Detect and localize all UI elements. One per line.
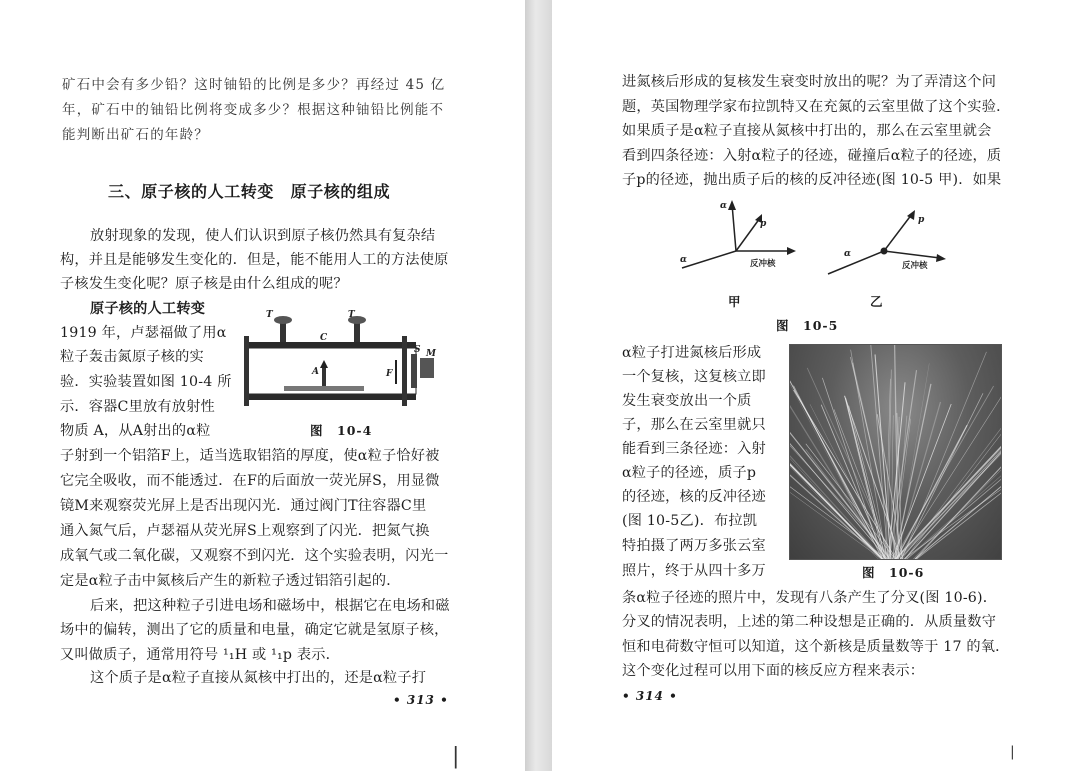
section-title: 三、原子核的人工转变 原子核的组成 <box>108 182 391 201</box>
left-flange <box>244 336 249 406</box>
label-alpha: α <box>680 255 687 265</box>
sub-caption-jia: 甲 <box>728 294 742 309</box>
figure-caption: 图 10-4 <box>310 423 373 438</box>
text-line: 定是α粒子击中氮核后产生的新粒子透过铝箔引起的． <box>60 573 401 589</box>
label-alpha-out: α <box>720 201 727 211</box>
text-line: 成氧气或二氧化碳，又观察不到闪光．这个实验表明，闪光一 <box>60 548 449 564</box>
label-m: M <box>426 349 436 359</box>
source-tray <box>284 386 364 391</box>
label-p: p <box>760 219 767 229</box>
label-recoil: 反冲核 <box>902 261 928 271</box>
text-line: 这个变化过程可以用下面的核反应方程来表示： <box>622 663 925 679</box>
text-line: 验．实验装置如图 10-4 所 <box>60 374 232 390</box>
text-line: 能判断出矿石的年龄？ <box>62 127 209 143</box>
figure-caption: 图 10-5 <box>776 318 839 333</box>
text-line: 矿石中会有多少铅？这时铀铅的比例是多少？再经过 45 亿 <box>62 77 446 93</box>
page-number: • 314 • <box>622 689 678 703</box>
text-line: 特拍摄了两万多张云室 <box>622 538 766 554</box>
text-line: 条α粒子径迹的照片中，发现有八条产生了分叉(图 10-6)． <box>622 590 998 606</box>
text-line: 镜M来观察荧光屏上是否出现闪光．通过阀门T往容器C里 <box>60 498 427 514</box>
figure-10-5-jia <box>672 196 822 276</box>
label-s: S <box>414 345 421 355</box>
particle-track <box>905 430 1001 559</box>
tube-top-wall <box>248 342 416 348</box>
figure-10-4-apparatus <box>236 302 446 417</box>
text-line: 的径迹，核的反冲径迹 <box>622 489 766 505</box>
text-line: 子核发生变化呢？原子核是由什么组成的呢？ <box>60 276 348 292</box>
tube-bottom-wall <box>248 394 416 400</box>
text-line: 又叫做质子，通常用符号 ¹₁H 或 ¹₁p 表示． <box>60 647 341 663</box>
cloud-chamber-tracks <box>790 345 1001 559</box>
valve-left-cap <box>274 316 292 324</box>
text-line: 年，矿石中的铀铅比例将变成多少？根据这种铀铅比例能不 <box>62 102 445 118</box>
valve-right-stem <box>354 322 360 342</box>
particle-track <box>794 390 903 559</box>
text-line: 子射到一个铝箔F上，适当选取铝箔的厚度，使α粒子恰好被 <box>60 448 440 464</box>
microscope-m <box>420 358 434 378</box>
text-line: 题，英国物理学家布拉凯特又在充氮的云室里做了这个实验． <box>622 99 1011 115</box>
text-line: 构，并且是能够发生变化的．但是，能不能用人工的方法使原 <box>60 252 449 268</box>
text-line: 粒子轰击氮原子核的实 <box>60 349 204 365</box>
text-line: α粒子打进氮核后形成 <box>622 345 762 361</box>
text-line: 能看到三条径迹：入射 <box>622 441 766 457</box>
text-line: 恒和电荷数守恒可以知道，这个新核是质量数等于 17 的氧． <box>622 639 1010 655</box>
text-line: 子，那么在云室里就只 <box>622 417 766 433</box>
subheading: 原子核的人工转变 <box>90 301 206 317</box>
text-line: 通入氮气后，卢瑟福从荧光屏S上观察到了闪光．把氮气换 <box>60 523 430 539</box>
text-line: 放射现象的发现，使人们认识到原子核仍然具有复杂结 <box>90 228 436 244</box>
source-a <box>320 360 328 368</box>
text-cursor-icon: | <box>1010 744 1015 760</box>
left-page <box>0 0 525 771</box>
alpha-scatter-track <box>732 204 736 251</box>
right-page <box>552 0 1080 771</box>
right-flange <box>402 336 407 406</box>
label-alpha: α <box>844 249 851 259</box>
text-line: (图 10-5乙)．布拉凯 <box>622 513 758 529</box>
label-f: F <box>386 369 393 379</box>
label-t-left: T <box>266 310 273 320</box>
label-a: A <box>312 367 319 377</box>
particle-track <box>887 370 916 559</box>
proton-track <box>736 218 760 251</box>
arrow-right-icon <box>787 247 796 255</box>
text-line: 如果质子是α粒子直接从氮核中打出的，那么在云室里就会 <box>622 123 992 139</box>
text-line: 看到四条径迹：入射α粒子的径迹，碰撞后α粒子的径迹，质 <box>622 148 1002 164</box>
valve-left-stem <box>280 322 286 342</box>
screen-holder <box>411 354 417 388</box>
text-line: 物质 A，从A射出的α粒 <box>60 423 211 439</box>
label-t-right: T <box>348 310 355 320</box>
figure-10-5-yi <box>824 196 974 276</box>
page-number: • 313 • <box>393 693 449 707</box>
label-recoil: 反冲核 <box>750 259 776 269</box>
text-line: 一个复核，这复核立即 <box>622 369 766 385</box>
figure-10-6-photo <box>789 344 1002 560</box>
proton-track <box>884 214 912 251</box>
text-line: α粒子的径迹，质子p <box>622 465 757 481</box>
particle-track <box>902 423 1001 559</box>
alpha-incident-track <box>682 251 736 268</box>
text-line: 场中的偏转，测出了它的质量和电量，确定它就是氢原子核， <box>60 622 449 638</box>
text-line: 示．容器C里放有放射性 <box>60 399 215 415</box>
alpha-incident-track <box>828 251 884 274</box>
text-line: 进氮核后形成的复核发生衰变时放出的呢？为了弄清这个问 <box>622 74 997 90</box>
text-line: 它完全吸收，而不能透过．在F的后面放一荧光屏S，用显微 <box>60 473 440 489</box>
label-p: p <box>918 215 925 225</box>
particle-track <box>886 409 1001 559</box>
recoil-track <box>884 251 940 258</box>
text-line: 这个质子是α粒子直接从氮核中打出的，还是α粒子打 <box>90 670 427 686</box>
label-c: C <box>320 333 328 343</box>
text-cursor-icon: | <box>452 744 460 769</box>
text-line: 分叉的情况表明，上述的第二种设想是正确的．从质量数守 <box>622 614 997 630</box>
sub-caption-yi: 乙 <box>870 294 884 309</box>
arrow-right-icon <box>936 254 946 262</box>
figure-caption: 图 10-6 <box>862 565 925 580</box>
text-line: 后来，把这种粒子引进电场和磁场中，根据它在电场和磁 <box>90 598 450 614</box>
text-line: 照片，终于从四十多万 <box>622 563 766 579</box>
text-line: 1919 年，卢瑟福做了用α <box>60 325 227 341</box>
text-line: 子p的径迹，抛出质子后的核的反冲径迹(图 10-5 甲)．如果 <box>622 172 1002 188</box>
text-line: 发生衰变放出一个质 <box>622 393 752 409</box>
page-gutter <box>525 0 552 771</box>
arrow-up-icon <box>728 200 736 210</box>
